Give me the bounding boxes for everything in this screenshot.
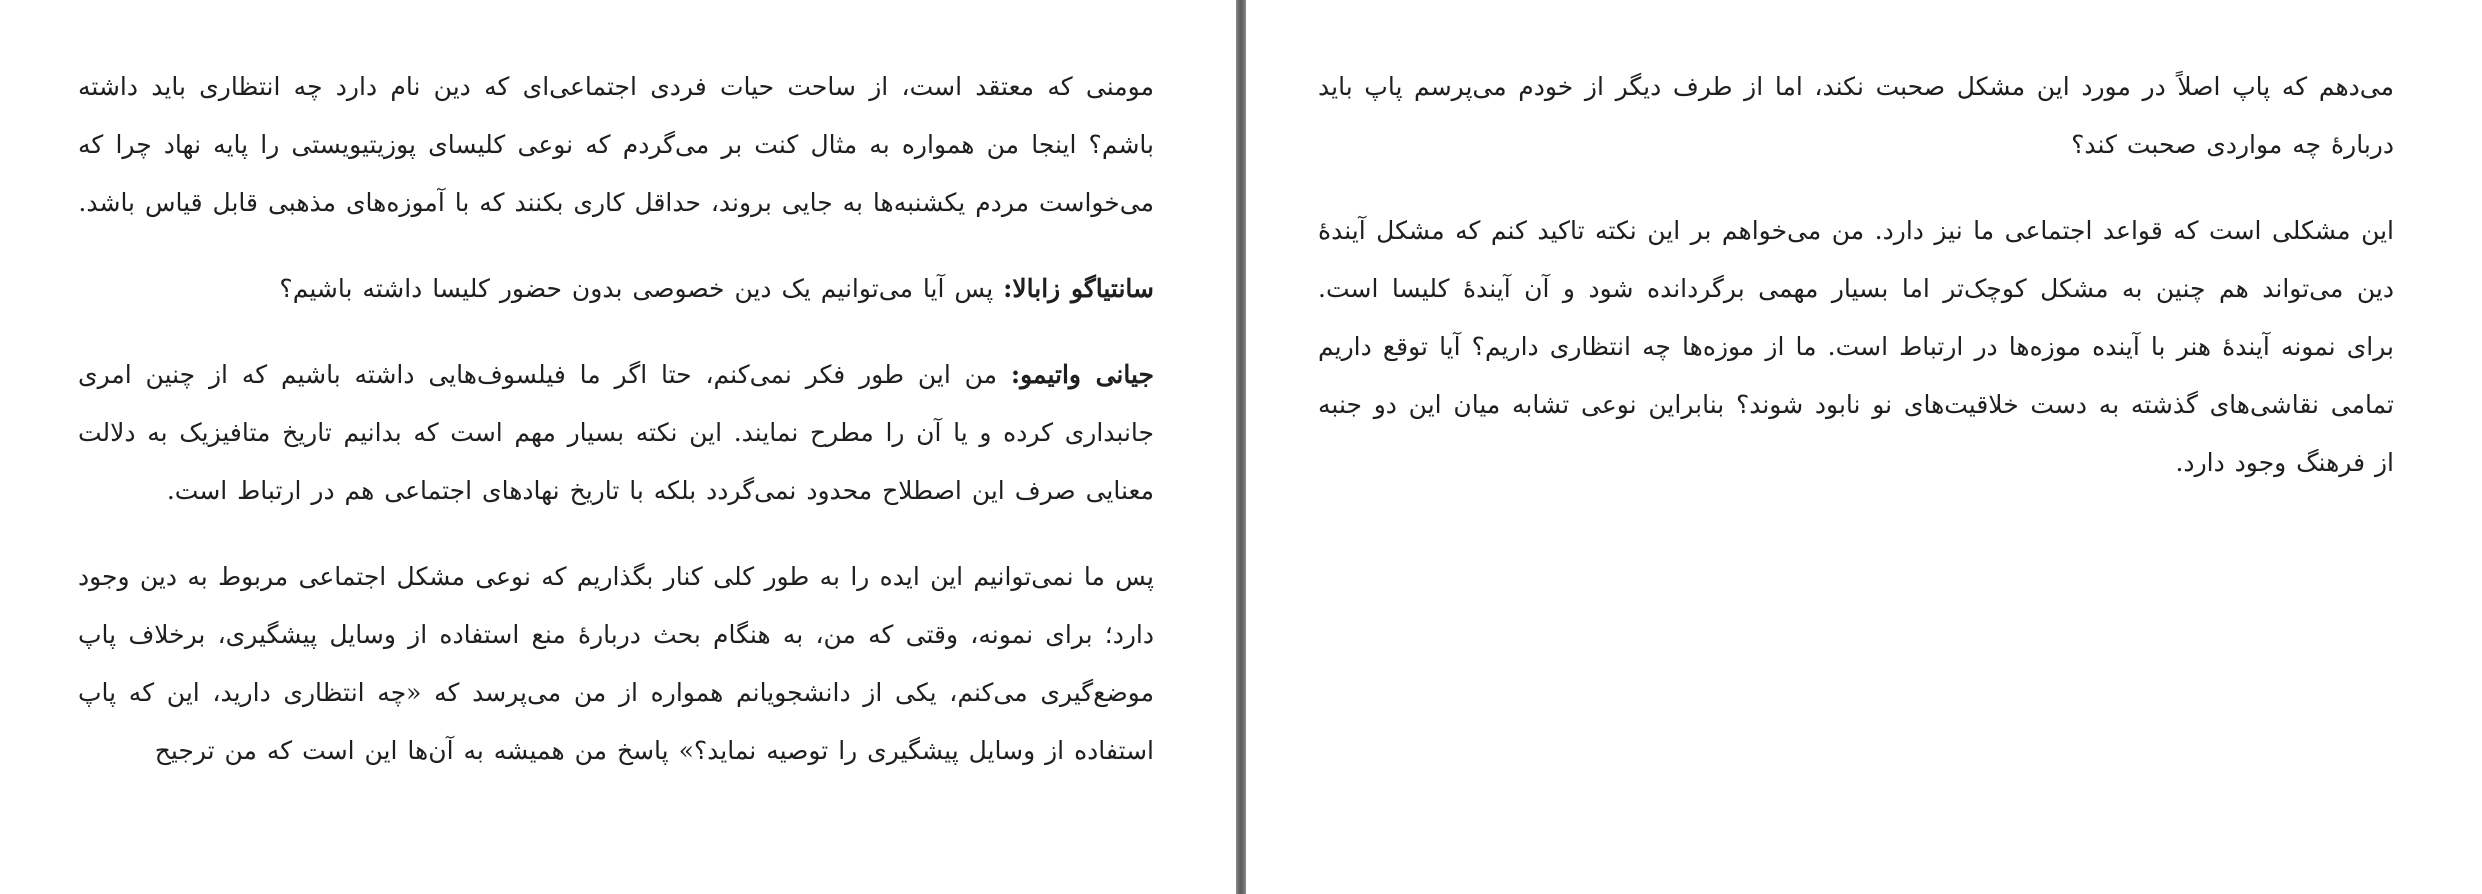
page-divider [1236,0,1246,894]
paragraph [1318,58,2394,174]
left-page [0,0,1236,894]
right-page [1246,0,2482,894]
speaker-name: سانتیاگو زابالا: [1003,274,1154,303]
right-page-text [1318,58,2394,520]
paragraph [1318,202,2394,492]
paragraph-text: پس آیا می‌توانیم یک دین خصوصی بدون حضور کلیسا داشته باشیم؟ [279,274,1004,303]
paragraph [78,548,1154,780]
speaker-name: جیانی واتیمو: [1010,360,1155,389]
paragraph-text: مومنی که معتقد است، از ساحت حیات فردی اجتماعی‌ای که دین نام دارد چه انتظاری باید داشته باشم؟ اینجا من همواره به مثال کنت بر می‌گردم که نوعی کلیسای پوزیتیویستی را پایه نهاد چرا که می‌خواست مردم یکشنبه‌ها به جایی بروند، حداقل کاری بکنند که با آموزه‌های مذهبی قابل قیاس باشد. [78,72,1154,217]
paragraph [78,260,1154,318]
paragraph-text: این مشکلی است که قواعد اجتماعی ما نیز دارد. من می‌خواهم بر این نکته تاکید کنم که مشکل آیندهٔ دین می‌تواند هم چنین به مشکل کوچک‌تر اما بسیار مهمی برگردانده شود و آن آیندهٔ کلیسا است. برای نمونه آیندهٔ هنر با آینده موزه‌ها در ارتباط است. ما از موزه‌ها چه انتظاری داریم؟ آیا توقع داریم تمامی نقاشی‌های گذشته به دست خلاقیت‌های نو نابود شوند؟ بنابراین نوعی تشابه میان این دو جنبه از فرهنگ وجود دارد. [1318,216,2394,477]
paragraph-text: می‌دهم که پاپ اصلاً در مورد این مشکل صحبت نکند، اما از طرف دیگر از خودم می‌پرسم پاپ باید دربارهٔ چه مواردی صحبت کند؟ [1318,72,2395,159]
paragraph [78,346,1154,520]
left-page-text [78,58,1154,808]
paragraph [78,58,1154,232]
paragraph-text: من این طور فکر نمی‌کنم، حتا اگر ما فیلسوف‌هایی داشته باشیم که از چنین امری جانبداری کرده و یا آن را مطرح نمایند. این نکته بسیار مهم است که بدانیم تاریخ متافیزیک به دلالت معنایی صرف این اصطلاح محدود نمی‌گردد بلکه با تاریخ نهادهای اجتماعی هم در ارتباط است. [78,360,1154,505]
paragraph-text: پس ما نمی‌توانیم این ایده را به طور کلی کنار بگذاریم که نوعی مشکل اجتماعی مربوط به دین وجود دارد؛ برای نمونه، وقتی که من، به هنگام بحث دربارهٔ منع استفاده از وسایل پیشگیری، برخلاف پاپ موضع‌گیری می‌کنم، یکی از دانشجویانم همواره از من می‌پرسد که «چه انتظاری دارید، این که پاپ استفاده از وسایل پیشگیری را توصیه نماید؟» پاسخ من همیشه به آن‌ها این است که من ترجیح [78,562,1154,765]
